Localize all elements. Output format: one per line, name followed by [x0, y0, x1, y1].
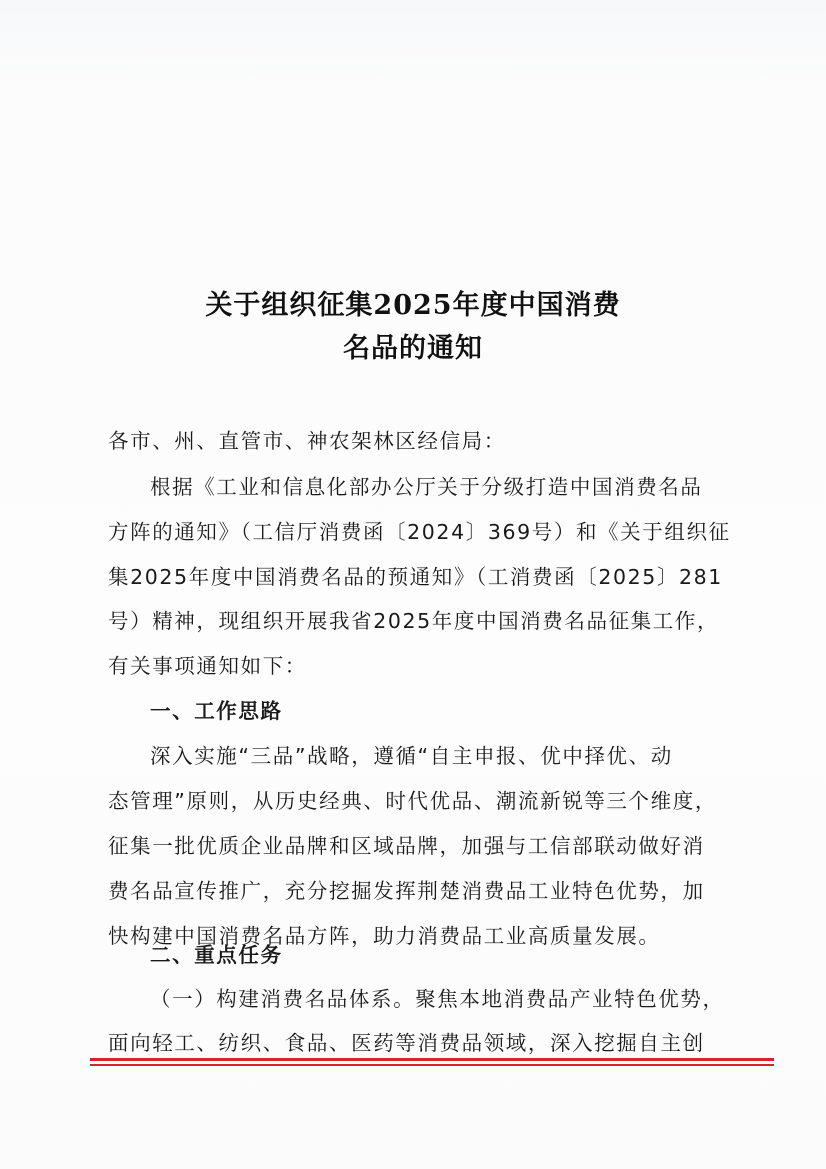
section-1-line-4: 费名品宣传推广，充分挖掘发挥荆楚消费品工业特色优势，加 [108, 879, 705, 903]
intro-line-2: 方阵的通知》（工信厅消费函〔2024〕369号）和《关于组织征 [108, 520, 731, 544]
intro-line-4: 号）精神，现组织开展我省2025年度中国消费名品征集工作， [108, 609, 720, 633]
section-1-line-5: 快构建中国消费名品方阵，助力消费品工业高质量发展。 [108, 924, 661, 948]
intro-line-1: 根据《工业和信息化部办公厅关于分级打造中国消费名品 [150, 475, 703, 499]
section-2-heading: 二、重点任务 [150, 943, 283, 967]
document-title-line-1: 关于组织征集2025年度中国消费 [205, 290, 621, 321]
section-1-line-2: 态管理”原则，从历史经典、时代优品、潮流新锐等三个维度， [108, 789, 717, 813]
intro-line-3: 集2025年度中国消费名品的预通知》（工消费函〔2025〕281 [108, 565, 723, 589]
section-1-line-1: 深入实施“三品”战略，遵循“自主申报、优中择优、动 [150, 744, 673, 768]
section-1-line-3: 征集一批优质企业品牌和区域品牌，加强与工信部联动做好消 [108, 834, 705, 858]
red-rule-thick [90, 1058, 774, 1061]
section-1-heading: 一、工作思路 [150, 699, 283, 723]
section-2-line-1: （一）构建消费名品体系。聚焦本地消费品产业特色优势， [150, 987, 725, 1011]
salutation: 各市、州、直管市、神农架林区经信局： [108, 429, 506, 453]
intro-line-5: 有关事项通知如下： [108, 654, 307, 678]
red-rule-thin [90, 1064, 774, 1066]
section-2-line-2: 面向轻工、纺织、食品、医药等消费品领域，深入挖掘自主创 [108, 1031, 705, 1055]
document-title-line-2: 名品的通知 [343, 333, 483, 364]
